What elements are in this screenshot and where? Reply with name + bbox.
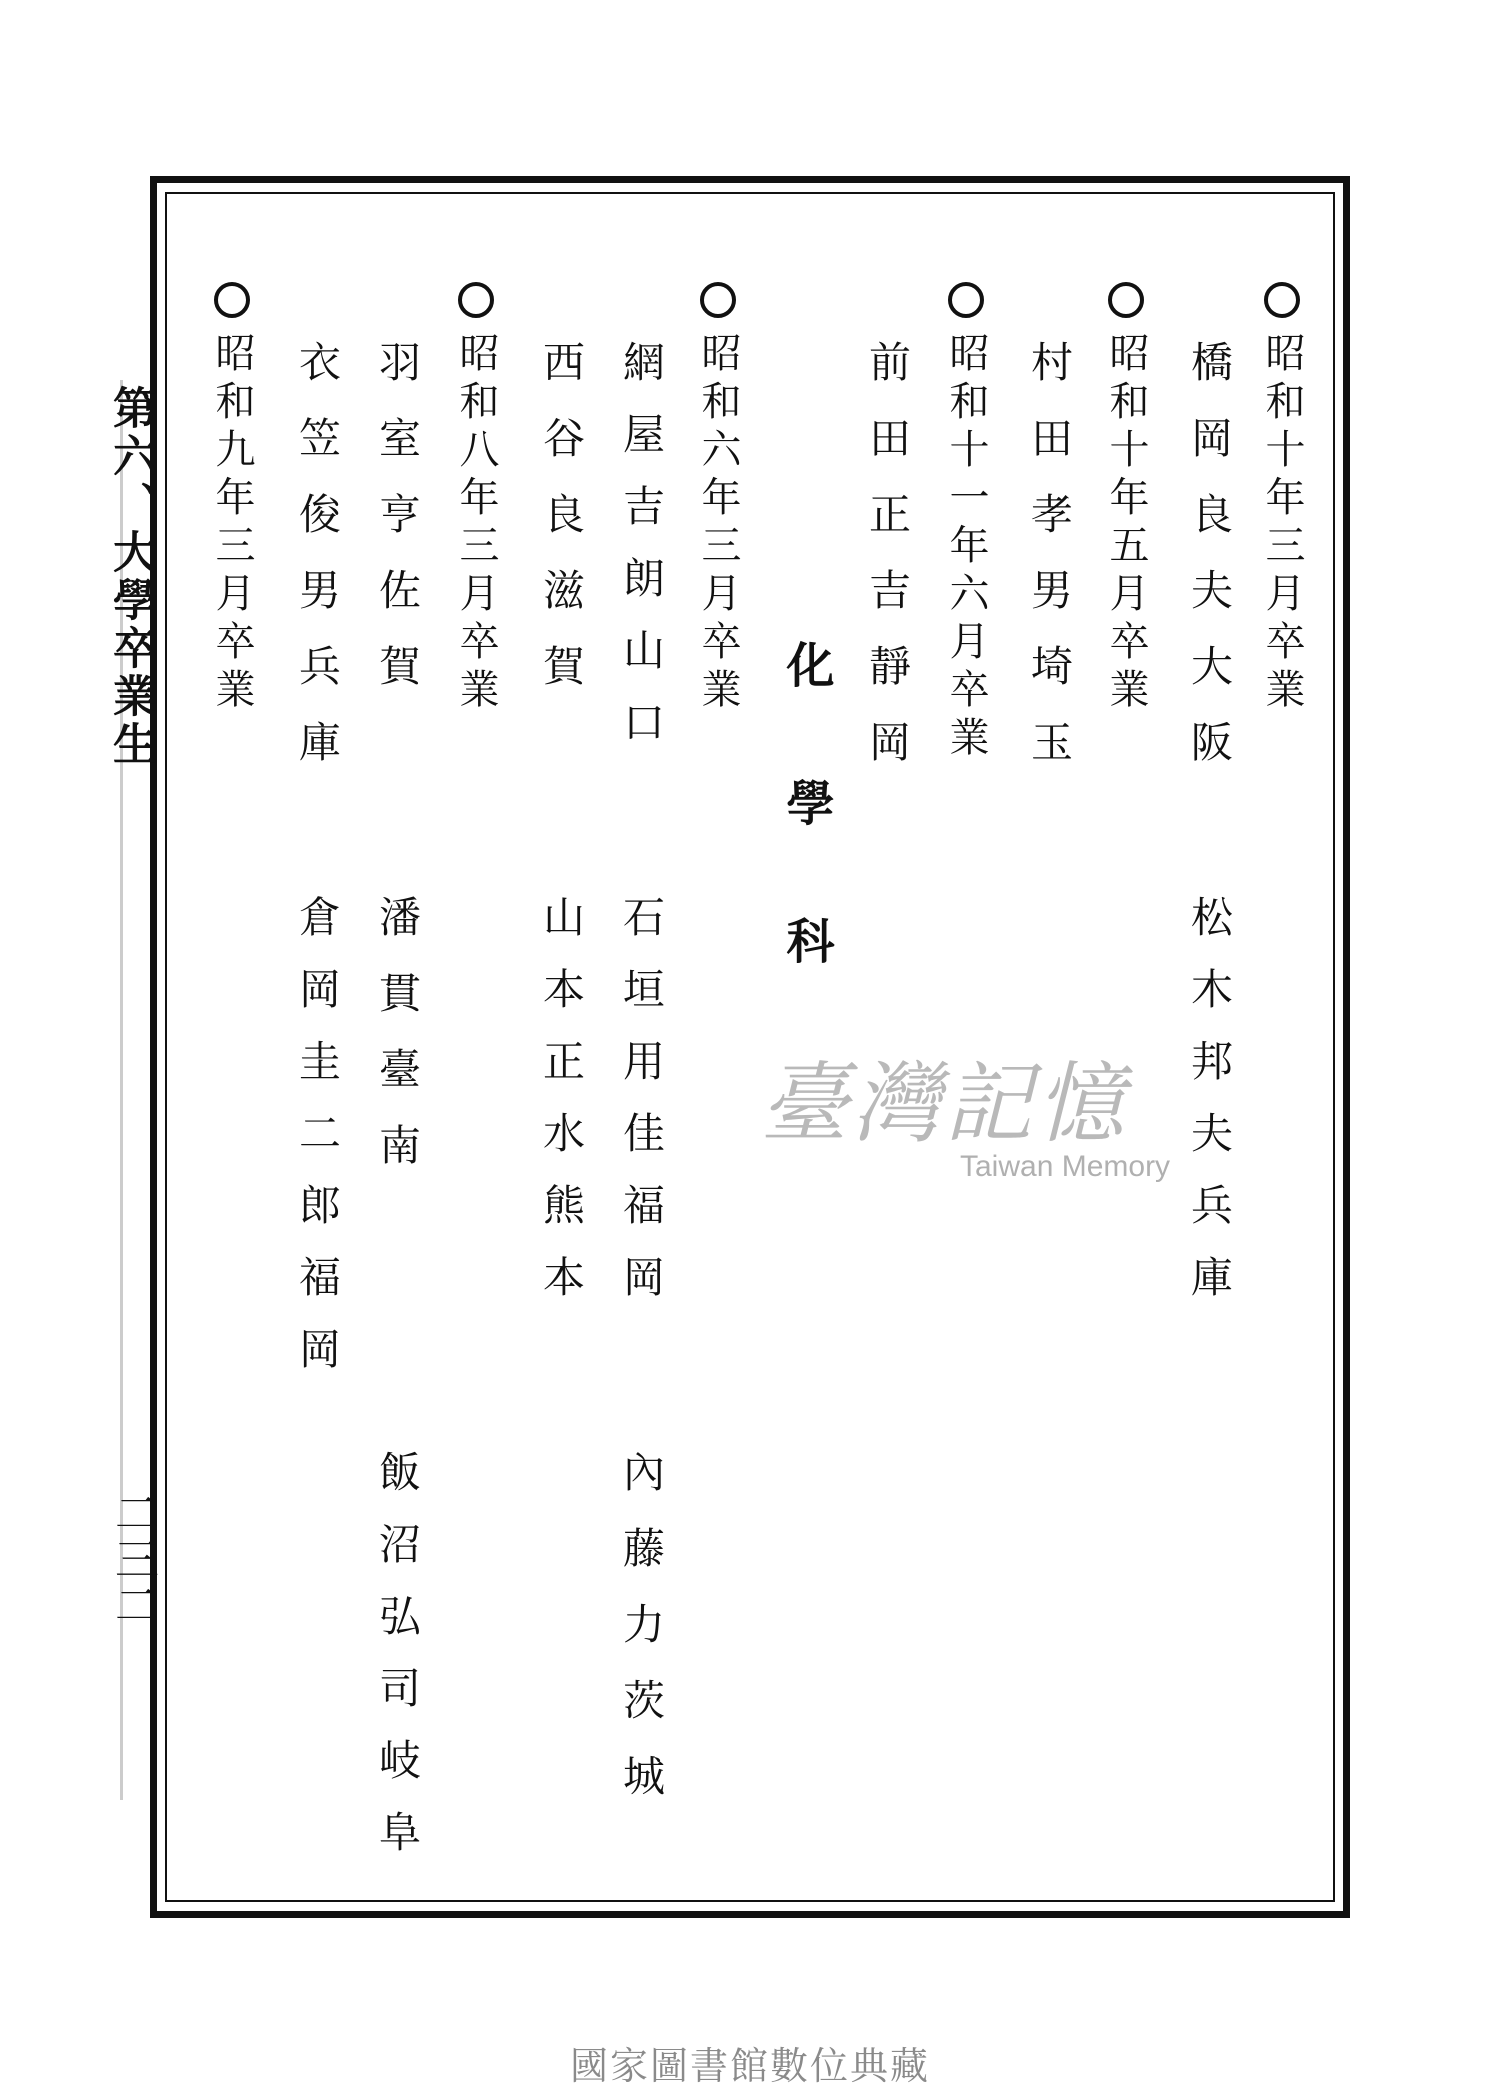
graduate-entry: 潘貫臺南 [373, 895, 422, 1199]
graduate-entry: 衣笠俊男兵庫 [293, 340, 342, 796]
graduate-entry: 山本正水熊本 [537, 895, 586, 1327]
graduate-entry: 羽室亨佐賀 [373, 340, 422, 720]
graduate-entry: 前田正吉靜岡 [863, 340, 912, 796]
entry-circle-icon [948, 282, 984, 318]
entry-circle-icon [1264, 282, 1300, 318]
graduation-date-4: 昭和六年三月卒業 [698, 282, 738, 716]
graduation-date-3: 昭和十一年六月卒業 [946, 282, 986, 764]
entry-circle-icon [700, 282, 736, 318]
running-head: 第六、大學卒業生 [105, 385, 156, 769]
page-number: 二三二 [107, 1490, 158, 1628]
entry-circle-icon [214, 282, 250, 318]
graduation-date-5: 昭和八年三月卒業 [456, 282, 496, 716]
section-heading: 化學科 [778, 640, 834, 1054]
graduate-entry: 松木邦夫兵庫 [1185, 895, 1234, 1327]
watermark-english: Taiwan Memory [960, 1150, 1171, 1183]
graduation-date-6: 昭和九年三月卒業 [212, 282, 252, 716]
graduation-date-1: 昭和十年三月卒業 [1262, 282, 1302, 716]
graduate-entry: 村田孝男埼玉 [1025, 340, 1074, 796]
graduate-entry: 橋岡良夫大阪 [1185, 340, 1234, 796]
entry-circle-icon [1108, 282, 1144, 318]
graduate-entry: 內藤力茨城 [617, 1450, 666, 1830]
watermark-chinese: 臺灣記憶 [760, 1052, 1129, 1155]
entry-circle-icon [458, 282, 494, 318]
graduation-date-2: 昭和十年五月卒業 [1106, 282, 1146, 716]
graduate-entry: 飯沼弘司岐阜 [373, 1450, 422, 1882]
graduate-entry: 西谷良滋賀 [537, 340, 586, 720]
graduate-entry: 倉岡圭二郎福岡 [293, 895, 342, 1399]
graduate-entry: 石垣用佳福岡 [617, 895, 666, 1327]
graduate-entry: 網屋吉朗山口 [617, 340, 666, 772]
footer-credit: 國家圖書館數位典藏 [569, 2044, 930, 2088]
